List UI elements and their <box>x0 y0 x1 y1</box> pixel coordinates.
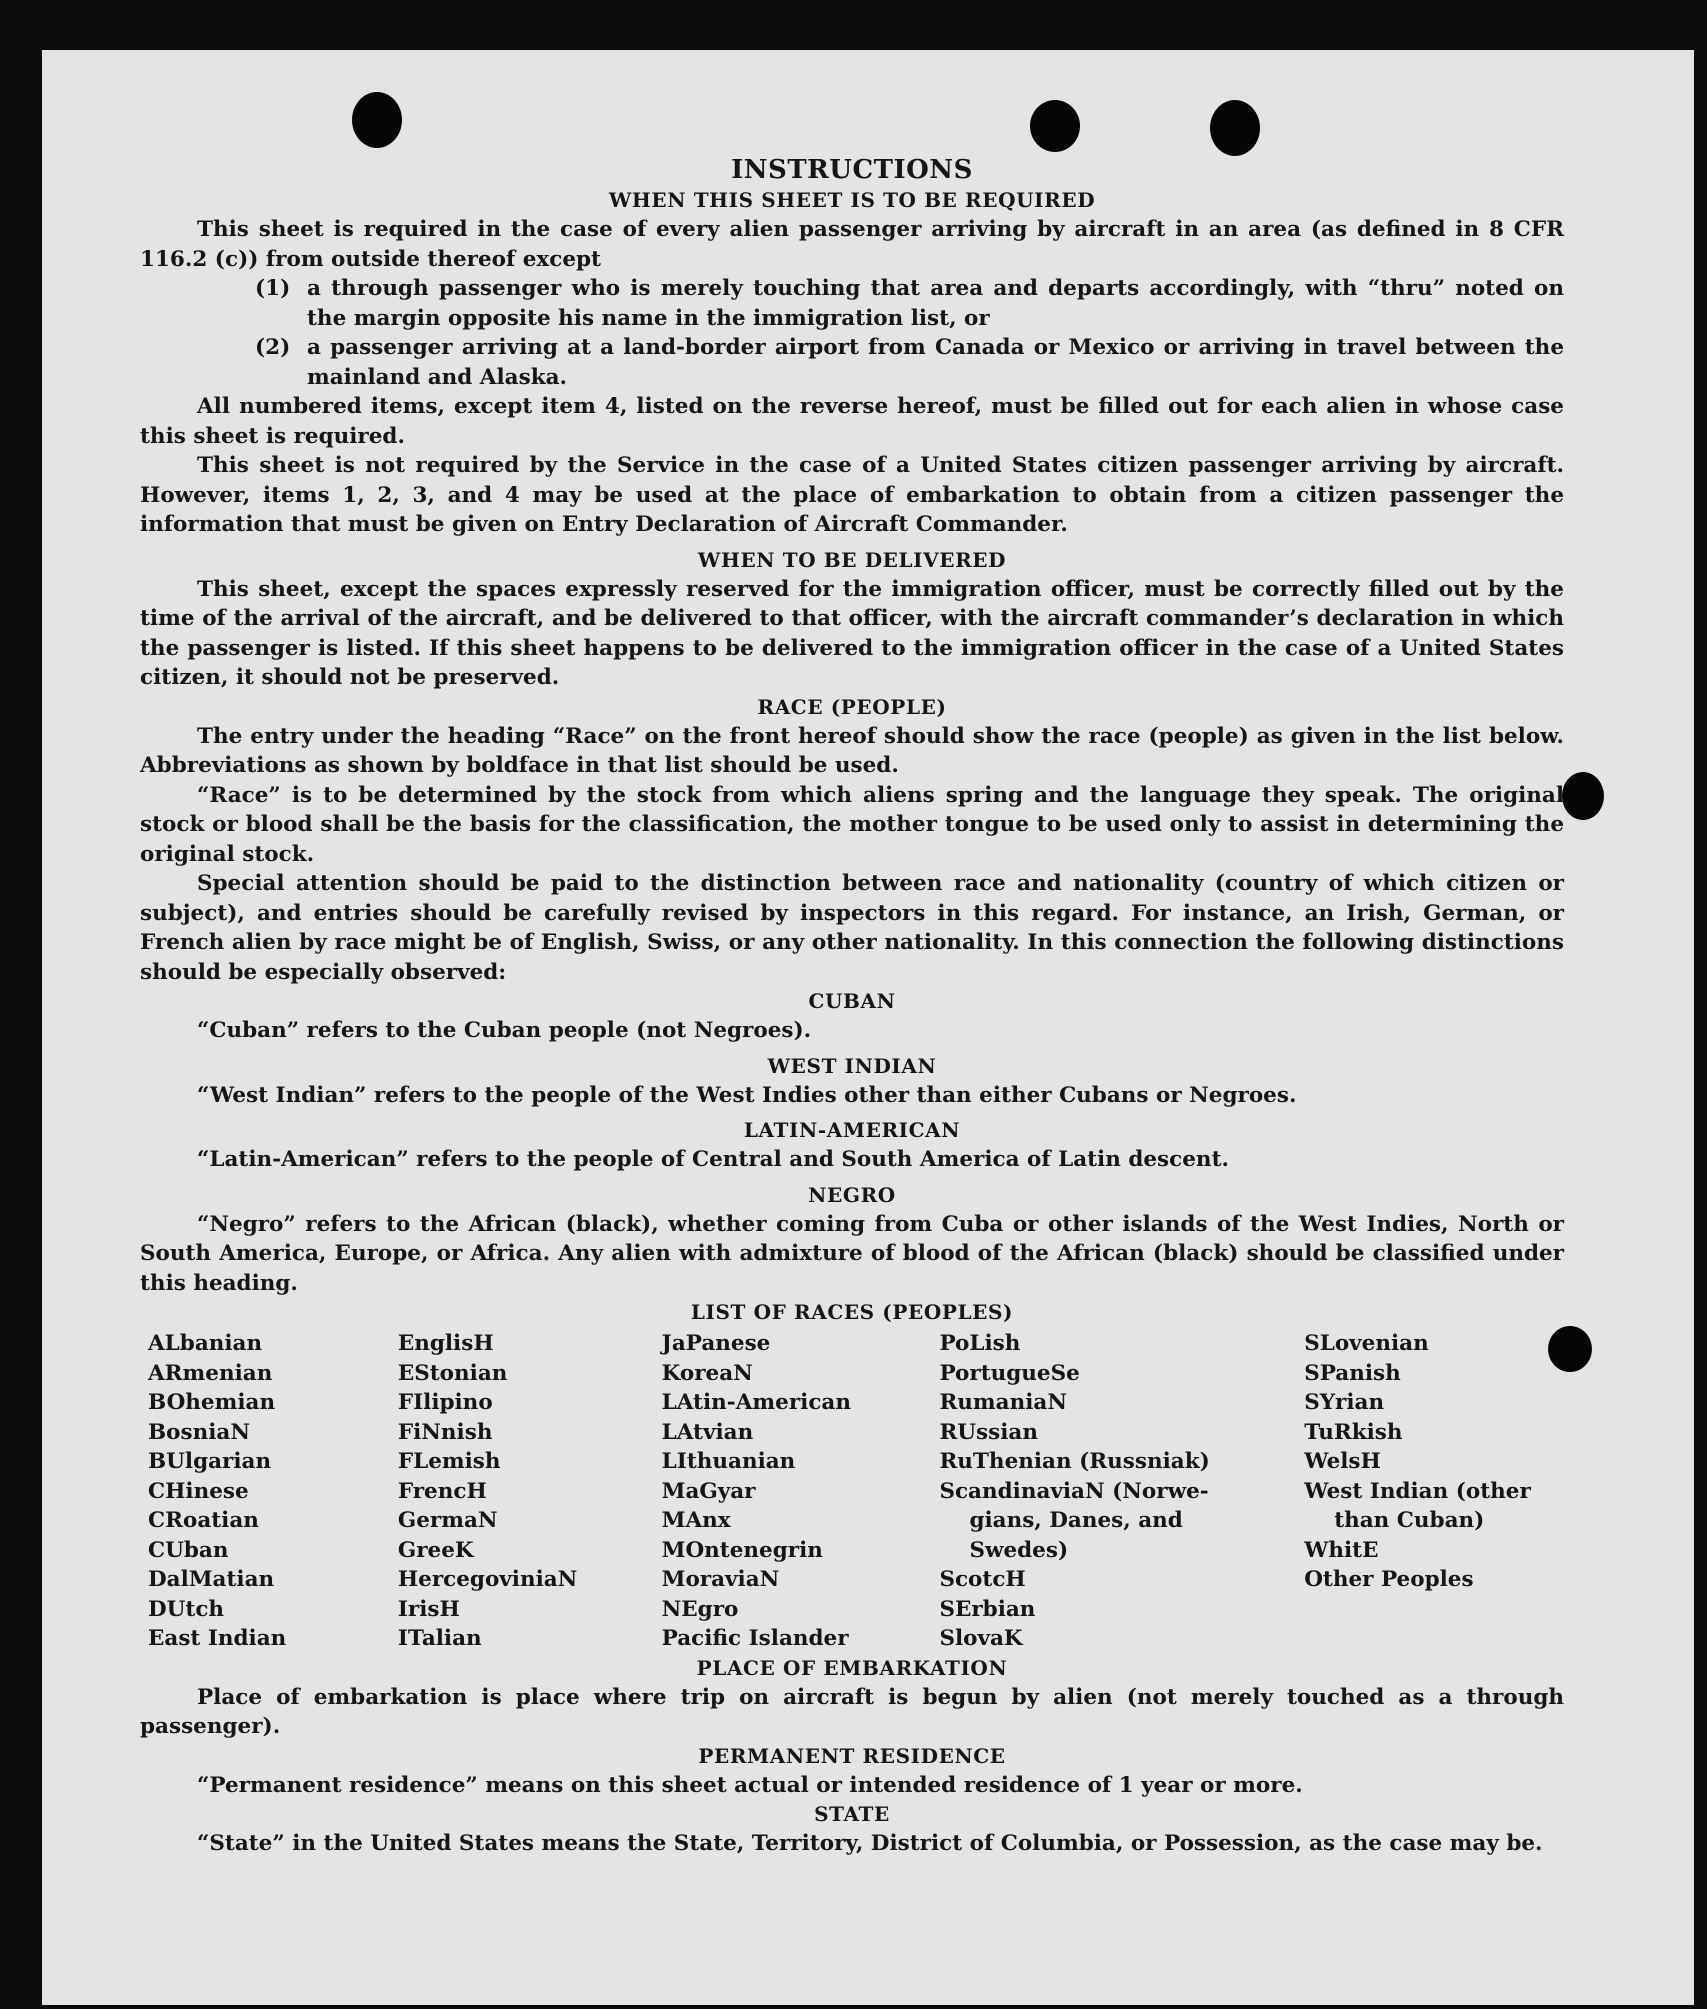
paragraph-embarkation: Place of embarkation is place where trip on aircraft is begun by alien (not merely touched as a through passenger). <box>140 1684 1564 1739</box>
race-entry: GreeK <box>397 1537 474 1563</box>
race-entry: West Indian (other <box>1304 1478 1531 1504</box>
item-text: a passenger arriving at a land-border airport from Canada or Mexico or arriving in travel between the mainland and Alaska. <box>307 335 1564 390</box>
race-entry: MoraviaN <box>661 1567 780 1592</box>
race-entry: RuThenian (Russniak) <box>939 1449 1210 1474</box>
race-entry: SYrian <box>1304 1390 1385 1415</box>
paragraph-west-indian: “West Indian” refers to the people of the West Indies other than either Cubans or Negroes. <box>197 1082 1297 1108</box>
races-column <box>398 1329 662 1654</box>
race-entry: CHinese <box>148 1478 249 1504</box>
paragraph-citizen: This sheet is not required by the Service in the case of a United States citizen passenger arriving by aircraft. However, items 1, 2, 3, and 4 may be used at the place of embarkation to obtain from a citizen passenger the information that must be given on Entry Declaration of Aircraft Commander. <box>140 453 1564 537</box>
paragraph-numbered-items: All numbered items, except item 4, listed on the reverse hereof, must be filled out for each alien in whose case this sheet is required. <box>140 394 1564 449</box>
race-entry: FLemish <box>397 1449 501 1474</box>
race-entry: DUtch <box>148 1596 225 1622</box>
race-entry: JaPanese <box>661 1331 771 1356</box>
paragraph-cuban: “Cuban” refers to the Cuban people (not Negroes). <box>197 1018 812 1043</box>
item-number: (1) <box>255 276 291 301</box>
race-entry: East Indian <box>148 1626 287 1651</box>
race-entry: GermaN <box>397 1508 498 1533</box>
heading-when-required: WHEN THIS SHEET IS TO BE REQUIRED <box>608 188 1096 212</box>
paragraph-race-definition: “Race” is to be determined by the stock from which aliens spring and the language they speak. The original stock or blood shall be the basis for the classification, the mother tongue to be used only to assist in determining the original stock. <box>140 782 1564 867</box>
race-entry: Swedes) <box>969 1537 1069 1563</box>
item-number: (2) <box>255 335 291 360</box>
race-entry: SPanish <box>1304 1360 1401 1386</box>
item-text: a through passenger who is merely touching that area and departs accordingly, with “thru” noted on the margin opposite his name in the immigration list, or <box>307 276 1564 331</box>
race-entry: SErbian <box>939 1596 1036 1622</box>
heading-permanent-residence: PERMANENT RESIDENCE <box>698 1743 1006 1768</box>
race-entry: WhitE <box>1304 1537 1379 1563</box>
race-entry: IrisH <box>397 1596 460 1622</box>
race-entry: LIthuanian <box>661 1449 796 1474</box>
race-entry: RUssian <box>939 1419 1038 1445</box>
heading-cuban: CUBAN <box>808 989 896 1013</box>
race-entry: TuRkish <box>1304 1419 1403 1445</box>
heading-place-of-embarkation: PLACE OF EMBARKATION <box>696 1655 1008 1680</box>
race-entry: BOhemian <box>148 1390 276 1415</box>
race-entry: BUlgarian <box>148 1449 272 1474</box>
race-entry: LAtin-American <box>661 1390 851 1415</box>
heading-when-delivered: WHEN TO BE DELIVERED <box>697 547 1007 572</box>
race-entry: DalMatian <box>148 1567 275 1592</box>
races-column <box>939 1329 1304 1654</box>
race-entry: SlovaK <box>939 1626 1023 1651</box>
punch-hole <box>1562 772 1604 820</box>
paragraph-negro: “Negro” refers to the African (black), whether coming from Cuba or other islands of the West Indies, North or South America, Europe, or Africa. Any alien with admixture of blood of the African (black) should be classified under this heading. <box>140 1211 1564 1296</box>
heading-west-indian: WEST INDIAN <box>767 1053 937 1078</box>
heading-race: RACE (PEOPLE) <box>757 694 947 719</box>
race-entry: Other Peoples <box>1304 1567 1474 1592</box>
race-entry: than Cuban) <box>1334 1508 1485 1533</box>
paragraph-race-entry: The entry under the heading “Race” on the front hereof should show the race (people) as given in the list below. Abbreviations as shown by boldface in that list should be used. <box>140 723 1564 778</box>
race-entry: Pacific Islander <box>661 1626 849 1651</box>
race-entry: BosniaN <box>148 1419 250 1445</box>
punch-hole <box>1030 100 1080 152</box>
heading-list-of-races: LIST OF RACES (PEOPLES) <box>690 1300 1014 1324</box>
race-entry: ARmenian <box>148 1360 273 1386</box>
race-entry: ITalian <box>397 1626 482 1651</box>
exception-item <box>255 274 1564 333</box>
race-entry: NEgro <box>661 1596 739 1622</box>
paragraph-requirement: This sheet is required in the case of every alien passenger arriving by aircraft in an area (as defined in 8 CFR 116.2 (c)) from outside thereof except <box>140 217 1564 272</box>
race-entry: EStonian <box>397 1360 508 1386</box>
race-entry: PortugueSe <box>939 1360 1080 1386</box>
paragraph-latin-american: “Latin-American” refers to the people of Central and South America of Latin descent. <box>197 1147 1229 1172</box>
race-entry: ScandinaviaN (Norwe- <box>939 1478 1209 1504</box>
exception-item <box>255 333 1564 392</box>
instructions-content <box>140 154 1564 1859</box>
race-entry: FrencH <box>397 1478 487 1504</box>
race-entry: ScotcH <box>939 1567 1026 1592</box>
page-title: INSTRUCTIONS <box>731 155 973 185</box>
race-entry: HercegoviniaN <box>397 1567 578 1592</box>
punch-hole <box>1210 100 1260 156</box>
paragraph-residence: “Permanent residence” means on this sheet actual or intended residence of 1 year or more. <box>197 1772 1303 1798</box>
race-entry: MAnx <box>661 1508 731 1533</box>
race-entry: MaGyar <box>661 1478 756 1504</box>
races-column <box>662 1329 940 1654</box>
punch-hole <box>352 92 402 148</box>
race-entry: FIlipino <box>397 1390 493 1415</box>
race-entry: PoLish <box>939 1331 1021 1356</box>
race-entry: LAtvian <box>661 1419 754 1445</box>
heading-negro: NEGRO <box>808 1182 896 1207</box>
race-entry: FiNnish <box>397 1419 493 1445</box>
races-column <box>140 1329 398 1654</box>
race-entry: gians, Danes, and <box>969 1508 1183 1533</box>
paragraph-nationality: Special attention should be paid to the distinction between race and nationality (country of which citizen or subject), and entries should be carefully revised by inspectors in this regard. For instance, an Irish, German, or French alien by race might be of English, Swiss, or any other nationality. In this connection the following distinctions should be especially observed: <box>140 871 1564 985</box>
race-entry: EnglisH <box>397 1331 494 1356</box>
heading-state: STATE <box>814 1802 890 1826</box>
race-entry: CRoatian <box>148 1508 259 1533</box>
race-entry: ALbanian <box>148 1331 263 1356</box>
race-entry: SLovenian <box>1304 1331 1429 1356</box>
paragraph-state: “State” in the United States means the State, Territory, District of Columbia, or Possession, as the case may be. <box>197 1831 1543 1856</box>
race-entry: RumaniaN <box>939 1390 1067 1415</box>
paragraph-delivery: This sheet, except the spaces expressly reserved for the immigration officer, must be correctly filled out by the time of the arrival of the aircraft, and be delivered to that officer, with the aircraft commander’s declaration in which the passenger is listed. If this sheet happens to be delivered to the immigration officer in the case of a United States citizen, it should not be preserved. <box>140 576 1564 690</box>
race-entry: CUban <box>148 1537 229 1563</box>
races-list <box>140 1329 1564 1654</box>
race-entry: KoreaN <box>661 1360 753 1386</box>
race-entry: MOntenegrin <box>661 1537 823 1563</box>
heading-latin-american: LATIN-AMERICAN <box>743 1118 961 1142</box>
races-column <box>1304 1329 1564 1654</box>
race-entry: WelsH <box>1304 1449 1381 1474</box>
